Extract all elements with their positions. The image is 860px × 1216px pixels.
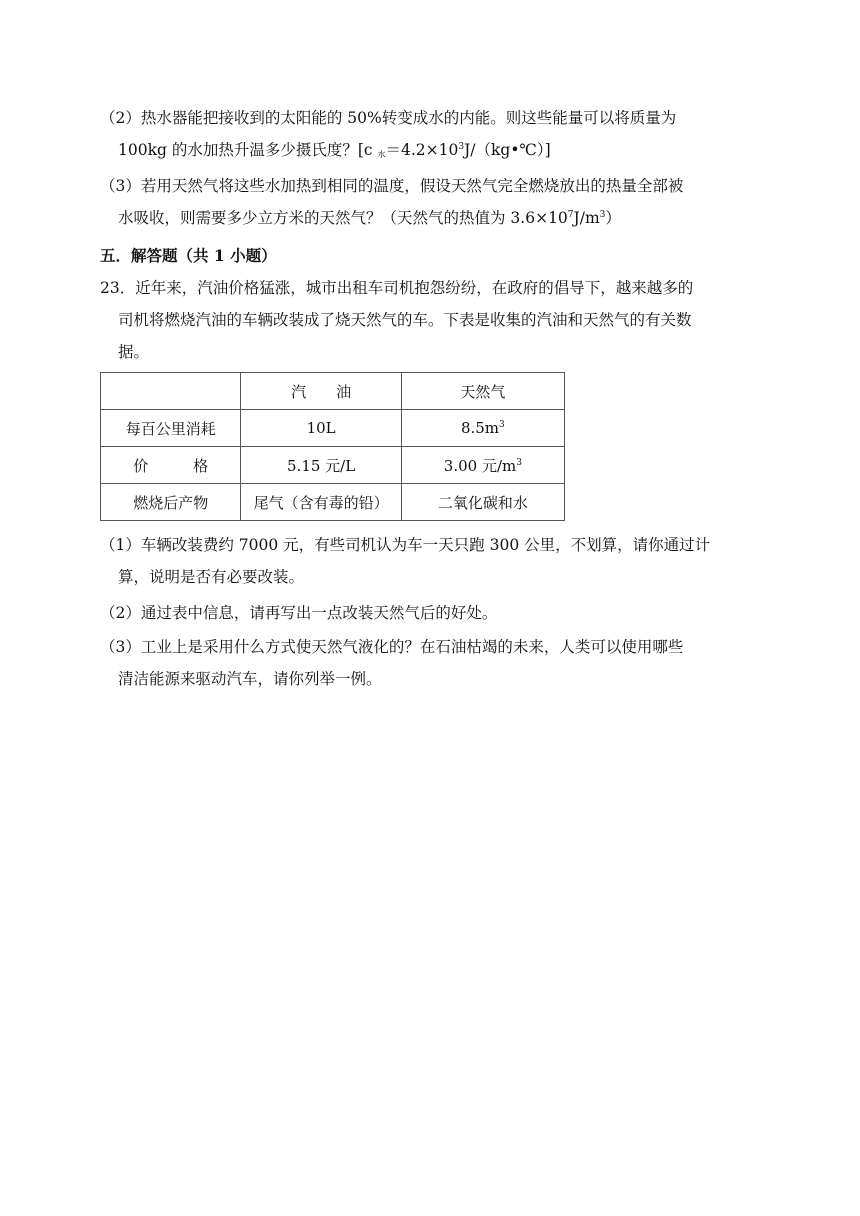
q22-part2-text-c: J/（kg•℃）] [464,141,551,159]
q22-part2 [100,102,760,166]
table-cell: 尾气（含有毒的铅） [241,484,401,521]
cell-text: 3.00 元/m [443,456,517,475]
table-cell: 燃烧后产物 [101,484,241,521]
q23-sub3-line1: （3）工业上是采用什么方式使天然气液化的？在石油枯竭的未来，人类可以使用哪些 [100,638,684,656]
exponent: 7 [567,210,574,220]
table-cell [101,373,241,410]
table-header-row [101,373,565,410]
exponent: 3 [516,457,522,468]
q23-line2: 司机将燃烧汽油的车辆改装成了烧天然气的车。下表是收集的汽油和天然气的有关数 [118,311,692,329]
q23-sub3-line2: 清洁能源来驱动汽车，请你列举一例。 [118,670,382,688]
q22-part3-text-a: 水吸收，则需要多少立方米的天然气？（天然气的热值为 3.6×10 [118,209,568,227]
water-subscript: 水 [377,150,386,159]
q23-sub1-line1: （1）车辆改装费约 7000 元，有些司机认为车一天只跑 300 公里，不划算，请你通过计 [100,536,711,554]
table-cell: 每百公里消耗 [101,410,241,447]
q23-line1: 23．近年来，汽油价格猛涨，城市出租车司机抱怨纷纷，在政府的倡导下，越来越多的 [100,279,694,297]
q23-sub1 [100,529,760,593]
q23-stem [100,272,760,368]
table-cell: 二氧化碳和水 [401,484,564,521]
q22-part3-text-c: ） [605,209,621,227]
q23-line3: 据。 [118,343,150,361]
section-title: 五．解答题（共 1 小题） [100,246,277,265]
q22-part3-text-b: J/m [573,209,600,227]
exponent: 3 [599,210,606,220]
table-cell [401,410,564,447]
q22-part3 [100,170,760,234]
table-row [101,410,565,447]
comparison-table [100,372,565,521]
table-row [101,447,565,484]
q23-sub1-line2: 算，说明是否有必要改装。 [118,568,305,586]
q22-part3-line1: （3）若用天然气将这些水加热到相同的温度，假设天然气完全燃烧放出的热量全部被 [100,177,684,195]
table-cell: 天然气 [401,373,564,410]
q22-part3-line2 [100,202,760,234]
cell-text: 8.5m [460,419,500,437]
table-cell [401,447,564,484]
table-cell: 10L [241,410,401,447]
q23-sub3 [100,631,760,695]
table-cell: 价 格 [101,447,241,484]
q22-part2-line1: （2）热水器能把接收到的太阳能的 50%转变成水的内能。则这些能量可以将质量为 [100,109,677,127]
table-row [101,484,565,521]
table-cell: 汽 油 [241,373,401,410]
q23-sub2: （2）通过表中信息，请再写出一点改装天然气后的好处。 [100,604,498,622]
table-cell: 5.15 元/L [241,447,401,484]
exponent: 3 [458,142,465,152]
q22-part2-text-a: 100kg 的水加热升温多少摄氏度？[c [118,141,378,159]
q22-part2-line2 [100,134,760,166]
exponent: 3 [499,420,505,430]
q22-part2-text-b: ＝4.2×10 [385,141,459,159]
